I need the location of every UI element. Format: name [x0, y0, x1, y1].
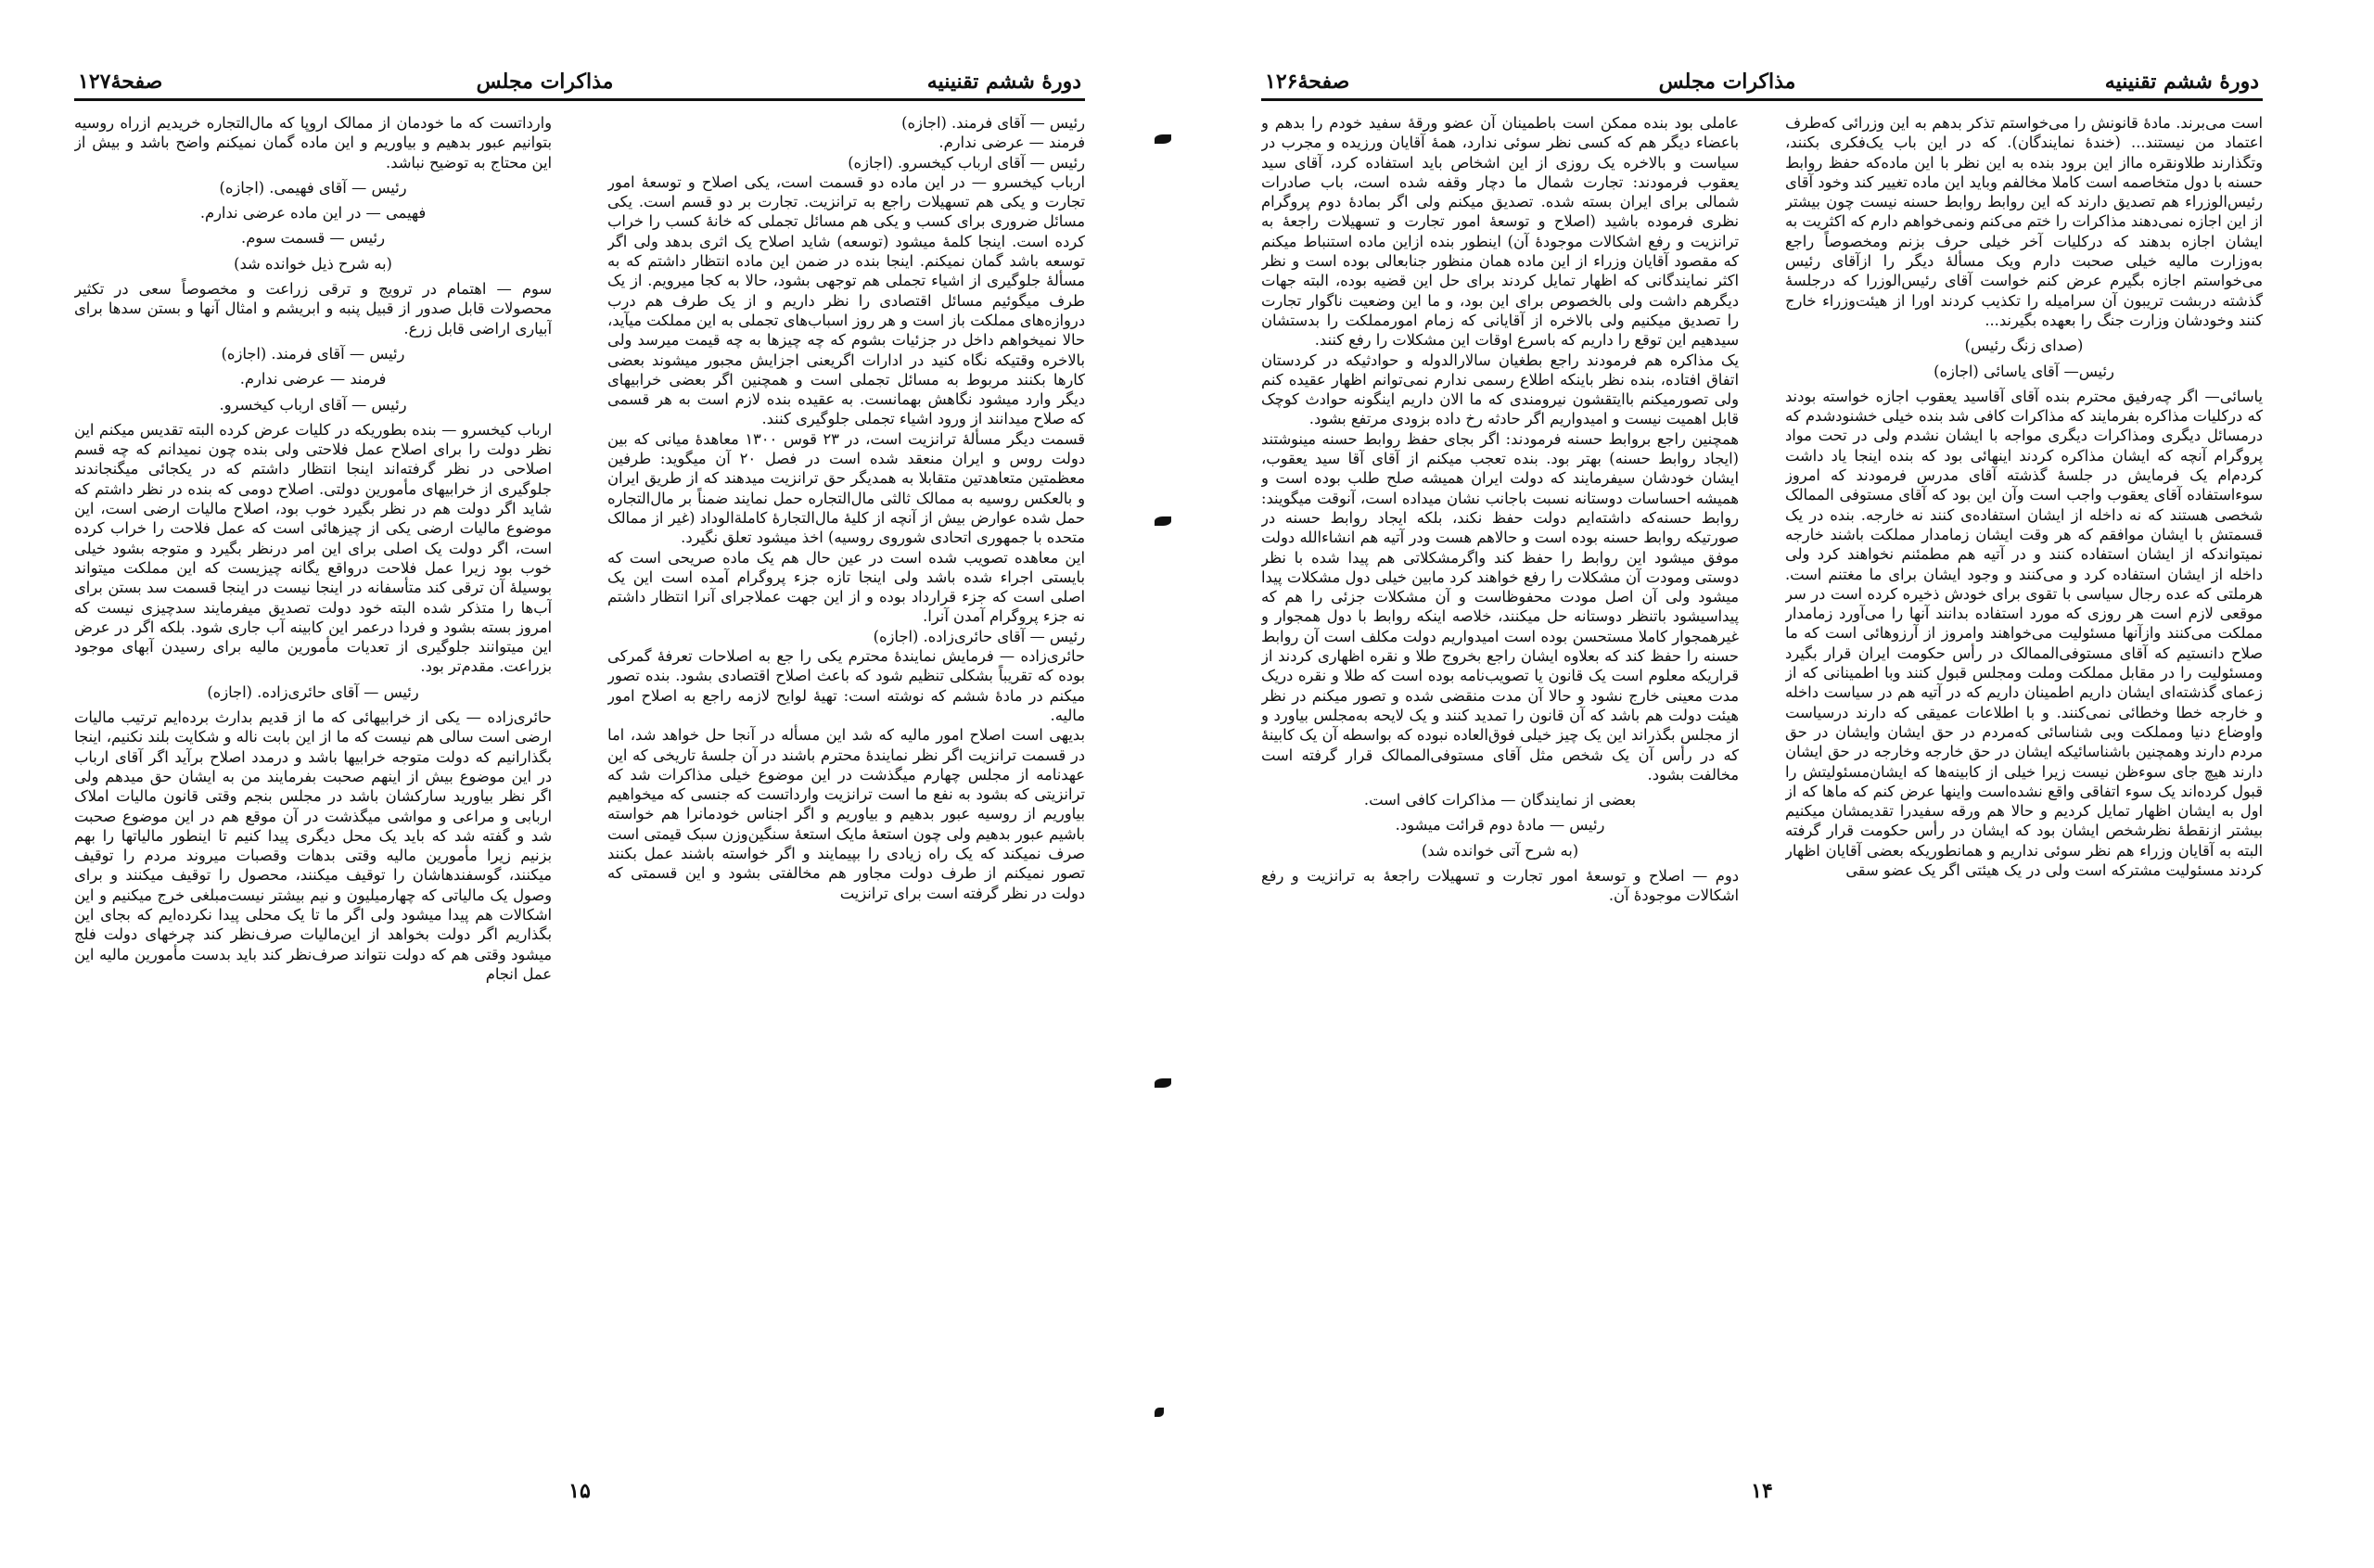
- paragraph: رئیس — آقای فرمند. (اجازه): [221, 344, 405, 363]
- header-title: مذاکرات مجلس: [1658, 70, 1796, 94]
- paragraph: رئیس— آقای یاسائی (اجازه): [1934, 362, 2114, 380]
- paragraph: رئیس — آقای حائری‌زاده. (اجازه): [207, 682, 419, 701]
- gutter-text: [1066, 0, 1289, 11]
- paragraph: ارباب کیخسرو — بنده بطوریکه در کلیات عرض کرده البته تقدیس میکنم این نظر دولت را برای اصلاح عمل فلاحتی ولی بنده چون نمیدانم که چه قسم اصلاحی در نظر گرفته‌اند اینجا انتظار داشتم که در یکجائی میگنجاندند جلوگیری از خرابیهای مأمورین دولتی. اصلاح دومی که بنده در نظر داشتم که شاید اگر دولت هم در نظر بگیرد خوب بود، اصلاح مالیات ارضی است، این موضوع مالیات ارضی یکی از چیزهائی است که عمل فلاحت را خراب کرده است، اگر دولت یک اصلی برای این امر درنظر بگیرد و متوجه بشود خیلی خوب بود زیرا عمل فلاحت درواقع یگانه چیزیست که این مملکت میتواند بوسیلهٔ آن ترقی کند متأسفانه در اینجا نیست در اینجا قسمت سد بستن برای آب‌ها را متذکر شده البته خود دولت تصدیق میفرمایند سدچیزی نیست که امروز بسته بشود و فردا درعمر این کابینه آب جاری شود. بلکه اگر در عرض این میتوانند جلوگیری از تعدیات مأمورین مالیه برای رسیدن آبهای موجود بزراعت. مقدم‌تر بود.: [74, 420, 552, 676]
- paragraph: فرمند — عرضی ندارم.: [239, 370, 387, 389]
- header-rule: [74, 98, 1085, 101]
- paragraph: رئیس — آقای فهیمی. (اجازه): [219, 178, 407, 197]
- header-session: دورهٔ ششم تقنینیه: [926, 70, 1081, 94]
- paragraph: یاسائی— اگر چه‌رفیق محترم بنده آقای آقاسید یعقوب اجازه خواسته بودند که درکلیات مذاکره بفرمایند که مذاکرات کافی شد بنده خیلی خشنودشدم که درمسائل دیگری ومذاکرات دیگری مواجه با ایشان نشدم ولی در تحت مواد پروگرام آنچه که ایشان مذاکره کردند اینهائی بود که بنده اینجا یاد داشت کردم‌ام یک فرمایش در جلسهٔ گذشته آقای مدرس فرمودند که امروز سوءاستفاده آقای یعقوب واجب است وآن این بود که آقای مستوفی الممالک شخصی هستند که نه داخله از ایشان استفاده‌ی کنند نه خارجه. بنده در یک قسمتش با ایشان موافقم که هر وقت ایشان زمامدار مملکت باشند خارجه نمیتواندکه از ایشان استفاده کنند و در آتیه هم مطمئنم نخواهند کرد ولی داخله از ایشان استفاده کرد و می‌کنند و وجود ایشان برای ما مغتنم است. هرملتی که عده رجال سیاسی با تقوی برای خودش ذخیره کرده است در سر موقعی لازم است هر روزی که مورد استفاده بدانند آنها را می‌آورد زمامدار مملکت می‌کنند وازآنها مسئولیت می‌خواهند وامروز از آرزوهائی است که ما صلاح دانستیم که آقای مستوفی‌الممالک در رأس حکومت ایران قرار بگیرد ومسئولیت را در مقابل مملکت وملت ومجلس قبول کنند وبا اطمینانی که از زعمای گذشته‌ای ایشان داریم اطمینان داریم که در آتیه هم در سیاست داخله و خارجه خطا وخطائی نمی‌کنند. و با اطلاعات عمیقی که دارند درسیاست واوضاع دنیا ومملکت وبی شناسائی که‌مردم در حق ایشان وایشان در حق مردم دارند وهمچنین باشناسائیکه ایشان در حق خارجه وخارجه در حق ایشان دارند هیچ جای سوءظن نیست زیرا خیلی از کابینه‌ها که ایشان‌مسئولیتش را قبول کرده‌اند یک سوء اتفاقی واقع نشده‌است واینها عرض کنم که ماها که از اول به ایشان اظهار تمایل کردیم و حالا هم ورقه سفیدرا تقدیمشان میکنیم بیشتر ازنقطهٔ نظرشخص ایشان بود که ایشان در رأس حکومت قرار گرفته البته به آقایان وزراء هم نظر سوئی نداریم و همانطوریکه بعضی آقایان اظهار کردند مسئولیت مشترکه است ولی در یک هیئتی اگر یک عضو سقی: [1785, 387, 2263, 879]
- reading-note: (به شرح آتی خوانده شد): [1421, 841, 1579, 860]
- column-left: [1261, 113, 1739, 1447]
- column-right: [1785, 113, 2263, 1447]
- paragraph: رئیس — آقای حائری‌زاده. (اجازه): [873, 627, 1085, 645]
- paragraph: است می‌برند. مادهٔ قانونش را می‌خواستم تذکر بدهم به این وزرائی که‌طرف اعتماد من نیستند... (خندهٔ نمایندگان). که در این باب یک‌فکری بکنند، وتگذارند طلاونقره مااز این برود بنده به این نظر با این ماده‌که حفظ روابط حسنه با دول متخاصمه است کاملا مخالفم وباید این ماده تغییر کند وخود آقای رئیس‌الوزراء هم تصدیق دارند که این روابط روابط حسنه نیست چون بیشتر از این اجازه نمی‌دهند مذاکرات را ختم می‌کنم ونمی‌خواهم دارم که اکثریت به ایشان اجازه بدهند که درکلیات آخر خیلی حرف بزنم ومخصوصاً راجع به‌وزارت مالیه خیلی صحبت دارم ویک مسألهٔ دیگر را ازآقای رئیس می‌خواستم اجازه بگیرم عرض کنم خواست آقای رئیس‌الوزرا که درجلسهٔ گذشته دربشت تریبون آن سرامیله را تکذیب کردند اورا از هیئت‌وزراء خارج کنند وخودشان وزارت جنگ را بعهده بگیرند...: [1785, 114, 2263, 329]
- column-right: [607, 113, 1085, 1447]
- paragraph: حائری‌زاده — یکی از خرابیهائی که ما از قدیم بدارث برده‌ایم ترتیب مالیات ارضی است سالی هم نیست که ما از این بابت ناله و شکایت بلند نکنیم، اینجا بگذارانیم که دولت متوجه خرابیها باشد و درمدد اصلاح برآید اگر آقای ارباب در این موضوع بیش از اینهم صحبت بفرمایند من به ایشان حق میدهم ولی اگر نظر بیاورید سارکشان باشد در مجلس بنجم وقتی قانون مالیات املاک اربابی و مراعی و مواشی میگذشت در آن موقع هم در این موضوع صحبت شد و گفته شد که باید یک محل دیگری پیدا کنیم تا اینطور مالیاتها را بهم بزنیم زیرا مأمورین مالیه وقتی بدهات وقصبات میروند مردم را توقیف میکنند، گوسفندهاشان را توقیف میکنند، محصول را توقیف میکنند و برای وصول یک مالیاتی که چهارمیلیون و نیم بیشتر نیست‌مبلغی خرج میکنیم و این اشکالات هم پیدا میشود ولی اگر ما تا یک محلی پیدا نکرده‌ایم که بجای این بگذاریم اگر دولت بخواهد از این‌مالیات صرف‌نظر کند چرخهای دولت فلج میشود وقتی هم که دولت نتواند صرف‌نظر کند باید بدست مأمورین مالیه این عمل انجام: [74, 708, 552, 983]
- paragraph: دوم — اصلاح و توسعهٔ امور تجارت و تسهیلات راجعهٔ به ترانزیت و رفع اشکالات موجودهٔ آن.: [1261, 866, 1739, 905]
- paragraph: رئیس — قسمت سوم.: [241, 229, 385, 248]
- header-session: دورهٔ ششم تقنینیه: [2104, 70, 2259, 94]
- paragraph: سوم — اهتمام در ترویج و ترقی زراعت و مخصوصاً سعی در تکثیر محصولات قابل صدور از قبیل پنبه و ابریشم و امثال آنها و بستن سدها برای آبیاری اراضی قابل زرع.: [74, 280, 552, 338]
- paragraph: فهیمی — در این ماده عرضی ندارم.: [199, 204, 427, 223]
- paragraph: رئیس — مادهٔ دوم قرائت میشود.: [1395, 816, 1605, 835]
- header-title: مذاکرات مجلس: [476, 70, 614, 94]
- binding-mark: [1155, 1408, 1164, 1417]
- right-page: [1261, 0, 2263, 1568]
- binding-mark: [1155, 134, 1171, 144]
- paragraph: عاملی بود بنده ممکن است باطمینان آن عضو ورقهٔ سفید خودم را بدهم و باعضاء دیگر هم که کسی نظر سوئی ندارد، همهٔ آقایان ورزیده و مجرب در سیاست و بالاخره یک روزی از این اشخاص باید استفاده کرد، آقای سید یعقوب فرمودند: تجارت شمال ما دچار وقفه شده است، باب صادرات شمالی برای ایران بسته شده. تصدیق میکنم ولی اگر بمادهٔ دوم پروگرام نظری فرموده باشید (اصلاح و توسعهٔ امور تجارت و تسهیلات راجعهٔ به ترانزیت و رفع اشکالات موجودهٔ آن) اینطور بنده ازاین ماده استنباط میکنم که مقصود آقایان وزراء از این ماده همان منظور جنابعالی بوده است و نظر اکثر نمایندگانی که اظهار تمایل کردند برای حل این قضیه بوده، البته جهات دیگرهم داشت ولی بالخصوص برای این بود، و ما این وضعیت ناگوار تجارت را تصدیق میکنیم ولی بالاخره از آقایانی که زمام امورمملکت را بدستشان سیدهیم این توقع را داریم که باسرع اوقات این مشکلات را رفع کنند.: [1261, 114, 1739, 350]
- paragraph: رئیس — آقای ارباب کیخسرو. (اجازه): [848, 153, 1085, 172]
- paragraph: یک مذاکره هم فرمودند راجع بطغیان سالارالدوله و حوادثیکه در کردستان اتفاق افتاده، بنده نظر باینکه اطلاع رسمی ندارم نمی‌توانم اظهار عقیده کنم ولی تصورمیکنم باایتقشون نیرومندی که ما الان داریم اینگونه حوادث کوچک قابل اهمیت نیست و امیدواریم اگر حادثه رخ داده بزودی مرتفع بشود.: [1261, 351, 1739, 428]
- header-rule: [1261, 98, 2263, 101]
- binding-mark: [1155, 516, 1171, 526]
- paragraph: قسمت دیگر مسألهٔ ترانزیت است، در ۲۳ قوس ۱۳۰۰ معاهدهٔ میانی که بین دولت روس و ایران منعقد شده است در فصل ۲۰ آن میگوید: طرفین معظمتین متعاهدتین متقابلا به همدیگر حق ترانزیت میدهند که از طریق ایران و بالعکس روسیه به ممالک ثالثی مال‌التجاره حمل نمایند ضمناً بر مال‌التجاره حمل شده عوارض بیش از آنچه از کلیهٔ مال‌التجارهٔ کاملة‌الوداد (غیر از ممالک متحده با جمهوری اتحادی شوروی روسیه) اخذ میشود تعلق نگیرد.: [607, 429, 1085, 547]
- paragraph: این معاهده تصویب شده است در عین حال هم یک ماده صریحی است که بایستی اجراء شده باشد ولی اینجا تازه جزء پروگرام آمده است این یک اصلی است که جزء قرارداد بوده و از این جهت عملاجرای آنرا انتظار داشتم نه جزء پروگرام آمدن آنرا.: [607, 548, 1085, 626]
- paragraph: ارباب کیخسرو — در این ماده دو قسمت است، یکی اصلاح و توسعهٔ امور تجارت و یکی هم تسهیلات راجع به ترانزیت. تجارت بر دو قسم است. یکی مسائل ضروری برای کسب و یکی هم مسائل تجملی که خانهٔ کسب را خراب کرده است. اینجا کلمهٔ میشود (توسعه) شاید اصلاح یک اثری بدهد ولی اگر توسعه باشد گمان نمیکنم. اینجا بنده در ضمن این ماده انتظار داشتم که به مسألهٔ جلوگیری از اشیاء تجملی هم توجهی بشود، حالا به کجا میرویم. از یک طرف میگوئیم مسائل اقتصادی را نظر داریم و از یک طرف هم درب دروازه‌های مملکت باز است و هر روز اسباب‌های تجملی به این مملکت میآید، حالا نمیخواهم داخل در جزئیات بشوم که چه چیزها به چه قیمت میرسد ولی بالاخره وقتیکه نگاه کنید در ادارات اگریعنی اجزایش مجبور میشوند بعضی کارها بکنند مربوط به مسائل تجملی است و همچنین اگر بعضی خرابیهای دیگر وارد میشود نگاهش بهمانست. به عقیده بنده لازم است به هر قسمی که صلاح میدانند از ورود اشیاء تجملی جلوگیری کنند.: [607, 172, 1085, 428]
- header-page-label: صفحهٔ۱۲۶: [1265, 70, 1350, 94]
- page-header: [1261, 63, 2263, 100]
- page-number: ۱۴: [1751, 1479, 1773, 1503]
- reading-note: (به شرح ذیل خوانده شد): [234, 254, 392, 273]
- paragraph: رئیس — آقای فرمند. (اجازه): [901, 114, 1085, 132]
- paragraph: حائری‌زاده — فرمایش نمایندهٔ محترم یکی را جع به اصلاحات تعرفهٔ گمرکی بوده که تقریباً بشکلی تنظیم شود که باعث اصلاح اقتصادی بشود. بنده تصور میکنم در مادهٔ ششم که نوشته است: تهیهٔ لوایح لازمه راجع به اصلاح امور مالیه.: [607, 647, 1085, 724]
- paragraph: بدیهی است اصلاح امور مالیه که شد این مسأله در آنجا حل خواهد شد، اما در قسمت ترانزیت اگر نظر نمایندهٔ محترم باشند در آن جلسهٔ تاریخی که این عهدنامه از مجلس چهارم میگذشت در این موضوع خیلی مذاکرات شد که ترانزیتی که بشود به نفع ما است ترانزیت وارداتست که جنسی که میخواهیم بیاوریم از روسیه عبور بدهیم و بیاوریم و اگر اجناس خودمانرا هم خواسته باشیم عبور بدهیم ولی چون استعهٔ مایک استعهٔ سنگین‌وزن سبک قیمتی است صرف نمیکند که یک راه زیادی را بپیمایند و اگر خواسته باشند عمل بکنند تصور نمیکنم از طرف دولت مجاور هم مخالفتی بشود و این قسمتی که دولت در نظر گرفته است برای ترانزیت: [607, 726, 1085, 902]
- page-header: [74, 63, 1085, 100]
- paragraph: همچنین راجع بروابط حسنه فرمودند: اگر بجای حفظ روابط حسنه مینوشتند (ایجاد روابط حسنه) بهتر بود. بنده تعجب میکنم از آقای آقا سید یعقوب، ایشان خودشان سیفرمایند که دولت ایران همیشه صلح طلب بوده است و همیشه احساسات دوستانه نسبت باجانب نشان میداده است، آنوقت میگویند: روابط حسنه‌که داشته‌ایم دولت حفظ نکند، بلکه ایجاد روابط حسنه در صورتیکه روابط حسنه بوده است و حالاهم هست ودر آتیه هم انشاءالله دولت موفق میشود این روابط را حفظ کند واگرمشکلاتی هم پیدا شده با نظر دوستی ومودت آن مشکلات را رفع خواهند کرد مابین خیلی دول مشکلات پیدا میشود ولی آن اصل مودت محفوظاست و آن مشکلات جزئی را هم که پیداسیشود باتنظر دوستانه حل میکنند، خلاصه اینکه روابط با دول همجوار و غیرهمجوار کاملا مستحسن بوده است امیدواریم دولت مکلف است آن روابط حسنه را حفظ کند که بعلاوه ایشان راجع بخروج طلا و نقره اظهاری کردند از قراریکه معلوم است یک قانون یا تصویب‌نامه بوده است که طلا و نقره دریک مدت معینی خارج نشود و حالا آن مدت منقضی شده و تصور میکنم در نظر هیئت دولت هم باشد که آن قانون را تمدید کنند و یک لایحه به‌مجلس بیاورد و از مجلس بگذراند این یک چیز خیلی فوق‌العاده نبوده که بواسطه آن یک کابینهٔ که در رأس آن یک شخص مثل آقای مستوفی‌الممالک قرار گرفته است مخالفت بشود.: [1261, 429, 1739, 784]
- binding-mark: [1155, 1078, 1171, 1088]
- bell-note: (صدای زنگ رئیس): [1964, 337, 2084, 355]
- paragraph: فرمند — عرضی ندارم.: [938, 134, 1085, 152]
- page-number: ۱۵: [568, 1479, 591, 1503]
- paragraph: وارداتست که ما خودمان از ممالک اروپا که مال‌التجاره خریدیم ازراه روسیه بتوانیم عبور بدهیم و بیاوریم و این ماده گمان نمیکنم واضح باشد و بیش از این محتاج به توضیح نباشد.: [74, 114, 552, 172]
- left-page: [74, 0, 1085, 1568]
- header-page-label: صفحهٔ۱۲۷: [78, 70, 163, 94]
- paragraph: رئیس — آقای ارباب کیخسرو.: [219, 395, 407, 414]
- paragraph: بعضی از نمایندگان — مذاکرات کافی است.: [1363, 791, 1637, 809]
- column-left: [74, 113, 552, 1447]
